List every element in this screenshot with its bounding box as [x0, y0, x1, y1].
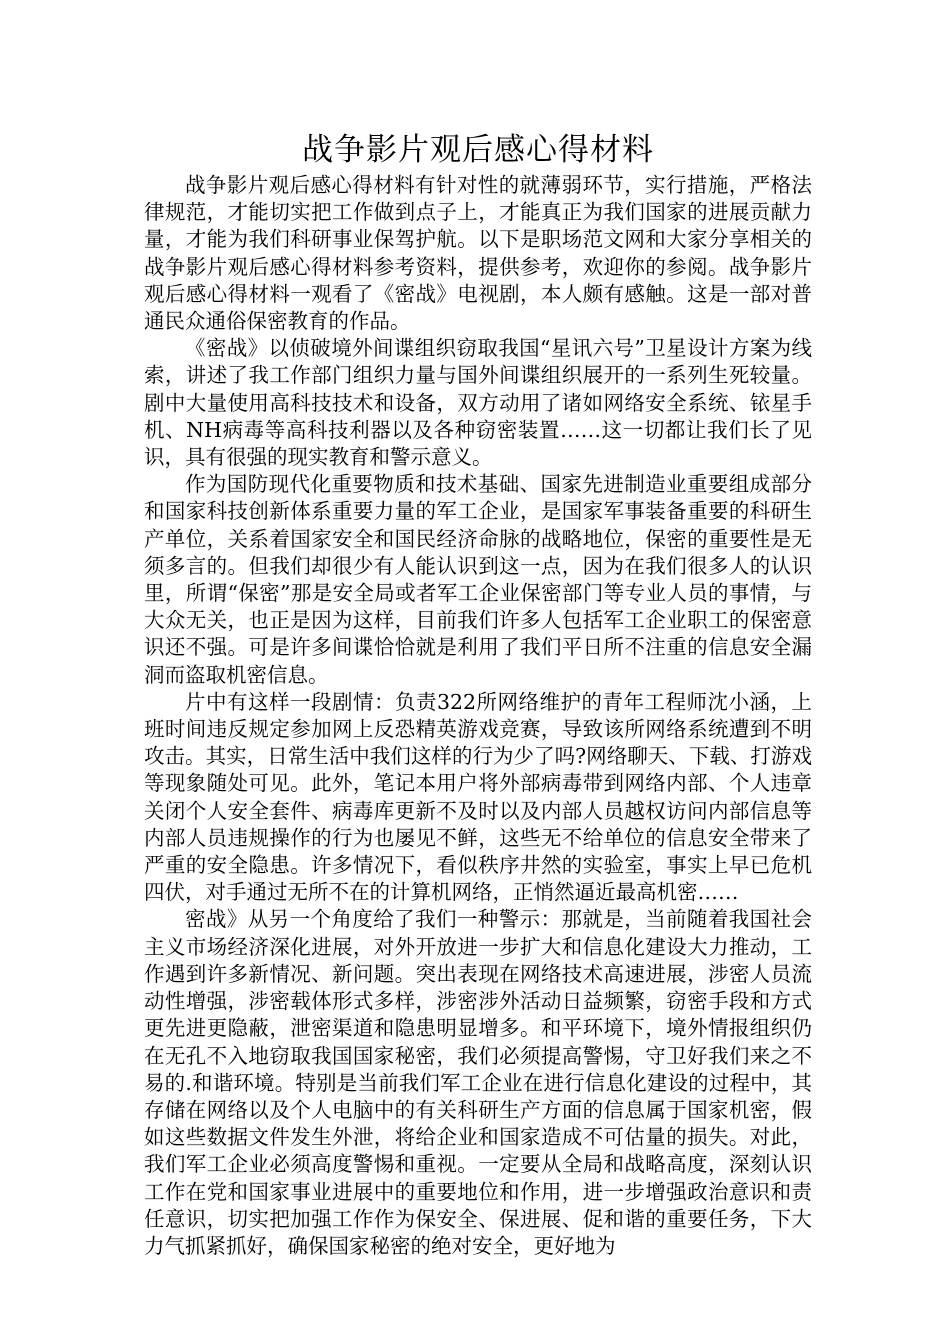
paragraph-5: 密战》从另一个角度给了我们一种警示：那就是，当前随着我国社会主义市场经济深化进展，对外开放进一步扩大和信息化建设大力推动，工作遇到许多新情况、新问题。突出表现在网络技术高速进展，涉密人员流动性增强，涉密载体形式多样，涉密涉外活动日益频繁，窃密手段和方式更先进更隐蔽，泄密渠道和隐患明显增多。和平环境下，境外情报组织仍在无孔不入地窃取我国国家秘密，我们必须提高警惕，守卫好我们来之不易的.和谐环境。特别是当前我们军工企业在进行信息化建设的过程中，其存储在网络以及个人电脑中的有关科研生产方面的信息属于国家机密，假如这些数据文件发生外泄，将给企业和国家造成不可估量的损失。对此，我们军工企业必须高度警惕和重视。一定要从全局和战略高度，深刻认识工作在党和国家事业进展中的重要地位和作用，进一步增强政治意识和责任意识，切实把加强工作作为保安全、保进展、促和谐的重要任务，下大力气抓紧抓好，确保国家秘密的绝对安全，更好地为 [144, 907, 812, 1258]
paragraph-2: 《密战》以侦破境外间谍组织窃取我国“星讯六号”卫星设计方案为线索，讲述了我工作部门组织力量与国外间谍组织展开的一系列生死较量。剧中大量使用高科技技术和设备，双方动用了诸如网络安全系统、铱星手机、NH病毒等高科技利器以及各种窃密装置……这一切都让我们长了见识，具有很强的现实教育和警示意义。 [144, 336, 812, 470]
document-page [144, 128, 812, 1260]
document-title: 战争影片观后感心得材料 [302, 132, 654, 168]
paragraph-3: 作为国防现代化重要物质和技术基础、国家先进制造业重要组成部分和国家科技创新体系重要力量的军工企业，是国家军事装备重要的科研生产单位，关系着国家安全和国民经济命脉的战略地位，保密的重要性是无须多言的。但我们却很少有人能认识到这一点，因为在我们很多人的认识里，所谓“保密”那是安全局或者军工企业保密部门等专业人员的事情，与大众无关，也正是因为这样，目前我们许多人包括军工企业职工的保密意识还不强。可是许多间谍恰恰就是利用了我们平日所不注重的信息安全漏洞而盗取机密信息。 [144, 472, 812, 687]
paragraph-4: 片中有这样一段剧情：负责322所网络维护的青年工程师沈小涵，上班时间违反规定参加网上反恐精英游戏竞赛，导致该所网络系统遭到不明攻击。其实，日常生活中我们这样的行为少了吗?网络聊天、下载、打游戏等现象随处可见。此外，笔记本用户将外部病毒带到网络内部、个人违章关闭个人安全套件、病毒库更新不及时以及内部人员越权访问内部信息等内部人员违规操作的行为也屡见不鲜，这些无不给单位的信息安全带来了严重的安全隐患。许多情况下，看似秩序井然的实验室，事实上早已危机四伏，对手通过无所不在的计算机网络，正悄然逼近最高机密…… [144, 689, 812, 905]
paragraph-1: 战争影片观后感心得材料有针对性的就薄弱环节，实行措施，严格法律规范，才能切实把工作做到点子上，才能真正为我们国家的进展贡献力量，才能为我们科研事业保驾护航。以下是职场范文网和大家分享相关的战争影片观后感心得材料参考资料，提供参考，欢迎你的参阅。战争影片观后感心得材料一观看了《密战》电视剧，本人颇有感触。这是一部对普通民众通俗保密教育的作品。 [144, 173, 812, 334]
